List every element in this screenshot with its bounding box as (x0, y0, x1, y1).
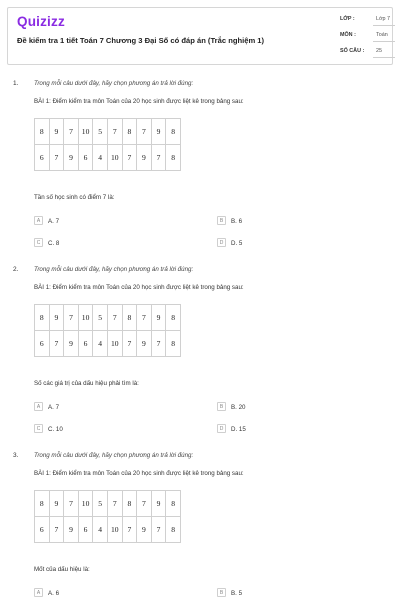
question-stem: Tần số học sinh có điểm 7 là: (34, 194, 115, 201)
score-cell: 4 (93, 331, 108, 357)
question-intro: BÀI 1: Điểm kiểm tra môn Toán của 20 học sinh được liệt kê trong bảng sau: (34, 98, 244, 105)
count-value: 25 (376, 48, 382, 54)
score-cell: 6 (35, 145, 50, 171)
score-cell: 7 (122, 517, 137, 543)
option-text: B. 5 (231, 590, 243, 597)
score-cell: 8 (122, 491, 137, 517)
question-instruction: Trong mỗi câu dưới đây, hãy chọn phương án trả lời đúng: (34, 452, 194, 459)
question-intro: BÀI 1: Điểm kiểm tra môn Toán của 20 học sinh được liệt kê trong bảng sau: (34, 284, 244, 291)
grade-value: Lớp 7 (376, 16, 391, 22)
option-text: C. 8 (48, 240, 60, 247)
subject-value: Toán (376, 32, 388, 38)
score-cell: 5 (93, 491, 108, 517)
option-letter-box: D (217, 238, 226, 247)
score-cell: 7 (107, 491, 122, 517)
score-cell: 7 (151, 145, 166, 171)
option-letter-box: D (217, 424, 226, 433)
grade-underline (373, 25, 395, 26)
option-letter-box: B (217, 216, 226, 225)
count-label: SỐ CÂU : (340, 48, 365, 54)
score-cell: 9 (137, 517, 152, 543)
score-cell: 7 (49, 517, 64, 543)
score-cell: 6 (35, 331, 50, 357)
option-letter-box: A (34, 402, 43, 411)
score-cell: 7 (137, 491, 152, 517)
score-table (34, 118, 181, 171)
option-letter-box: B (217, 588, 226, 597)
option-text: A. 6 (48, 590, 60, 597)
score-cell: 8 (122, 305, 137, 331)
option-text: C. 10 (48, 426, 63, 433)
option-letter-box: B (217, 402, 226, 411)
question-stem: Mốt của dấu hiệu là: (34, 566, 90, 573)
score-table (34, 304, 181, 357)
score-cell: 7 (151, 517, 166, 543)
score-cell: 7 (151, 331, 166, 357)
score-cell: 7 (64, 119, 79, 145)
score-cell: 9 (64, 331, 79, 357)
score-cell: 6 (78, 517, 93, 543)
score-cell: 9 (151, 305, 166, 331)
option-letter-box: A (34, 216, 43, 225)
score-cell: 10 (78, 491, 93, 517)
score-cell: 7 (107, 119, 122, 145)
score-cell: 6 (35, 517, 50, 543)
question-instruction: Trong mỗi câu dưới đây, hãy chọn phương án trả lời đúng: (34, 80, 194, 87)
option-text: D. 15 (231, 426, 246, 433)
count-underline (373, 57, 395, 58)
subject-label: MÔN : (340, 32, 356, 38)
score-cell: 8 (122, 119, 137, 145)
score-cell: 6 (78, 145, 93, 171)
score-cell: 7 (137, 305, 152, 331)
option-text: D. 5 (231, 240, 243, 247)
score-cell: 9 (49, 305, 64, 331)
option-text: B. 6 (231, 218, 243, 225)
score-cell: 7 (64, 305, 79, 331)
worksheet-title: Đề kiểm tra 1 tiết Toán 7 Chương 3 Đại Số có đáp án (Trắc nghiệm 1) (17, 36, 265, 45)
score-row (35, 491, 181, 517)
score-cell: 9 (64, 517, 79, 543)
question-stem: Số các giá trị của dấu hiệu phải tìm là: (34, 380, 139, 387)
score-cell: 7 (107, 305, 122, 331)
score-row (35, 119, 181, 145)
score-cell: 4 (93, 145, 108, 171)
score-cell: 8 (166, 491, 181, 517)
question-intro: BÀI 1: Điểm kiểm tra môn Toán của 20 học sinh được liệt kê trong bảng sau: (34, 470, 244, 477)
score-cell: 9 (49, 119, 64, 145)
option-text: B. 20 (231, 404, 246, 411)
score-row (35, 305, 181, 331)
score-cell: 9 (151, 119, 166, 145)
score-cell: 10 (107, 145, 122, 171)
worksheet-header (7, 7, 393, 65)
question-number: 1. (13, 80, 19, 87)
score-cell: 10 (107, 331, 122, 357)
score-cell: 4 (93, 517, 108, 543)
question-number: 2. (13, 266, 19, 273)
option-letter-box: C (34, 238, 43, 247)
score-cell: 8 (166, 517, 181, 543)
score-cell: 8 (35, 491, 50, 517)
score-cell: 7 (64, 491, 79, 517)
score-cell: 7 (49, 145, 64, 171)
score-cell: 10 (78, 305, 93, 331)
score-cell: 7 (122, 331, 137, 357)
question-instruction: Trong mỗi câu dưới đây, hãy chọn phương án trả lời đúng: (34, 266, 194, 273)
score-row (35, 145, 181, 171)
score-cell: 9 (49, 491, 64, 517)
score-cell: 9 (137, 145, 152, 171)
question-number: 3. (13, 452, 19, 459)
score-row (35, 517, 181, 543)
score-cell: 8 (166, 119, 181, 145)
score-cell: 8 (35, 305, 50, 331)
quizizz-logo: Quizizz (17, 14, 65, 29)
score-cell: 7 (137, 119, 152, 145)
score-cell: 8 (166, 305, 181, 331)
grade-label: LỚP : (340, 16, 355, 22)
score-cell: 7 (122, 145, 137, 171)
option-letter-box: A (34, 588, 43, 597)
score-cell: 7 (49, 331, 64, 357)
score-row (35, 331, 181, 357)
score-cell: 10 (107, 517, 122, 543)
score-cell: 8 (35, 119, 50, 145)
score-cell: 8 (166, 145, 181, 171)
option-text: A. 7 (48, 404, 60, 411)
score-table (34, 490, 181, 543)
score-cell: 8 (166, 331, 181, 357)
score-cell: 9 (151, 491, 166, 517)
subject-underline (373, 41, 395, 42)
score-cell: 9 (64, 145, 79, 171)
score-cell: 5 (93, 305, 108, 331)
score-cell: 10 (78, 119, 93, 145)
score-cell: 9 (137, 331, 152, 357)
score-cell: 5 (93, 119, 108, 145)
option-letter-box: C (34, 424, 43, 433)
option-text: A. 7 (48, 218, 60, 225)
score-cell: 6 (78, 331, 93, 357)
